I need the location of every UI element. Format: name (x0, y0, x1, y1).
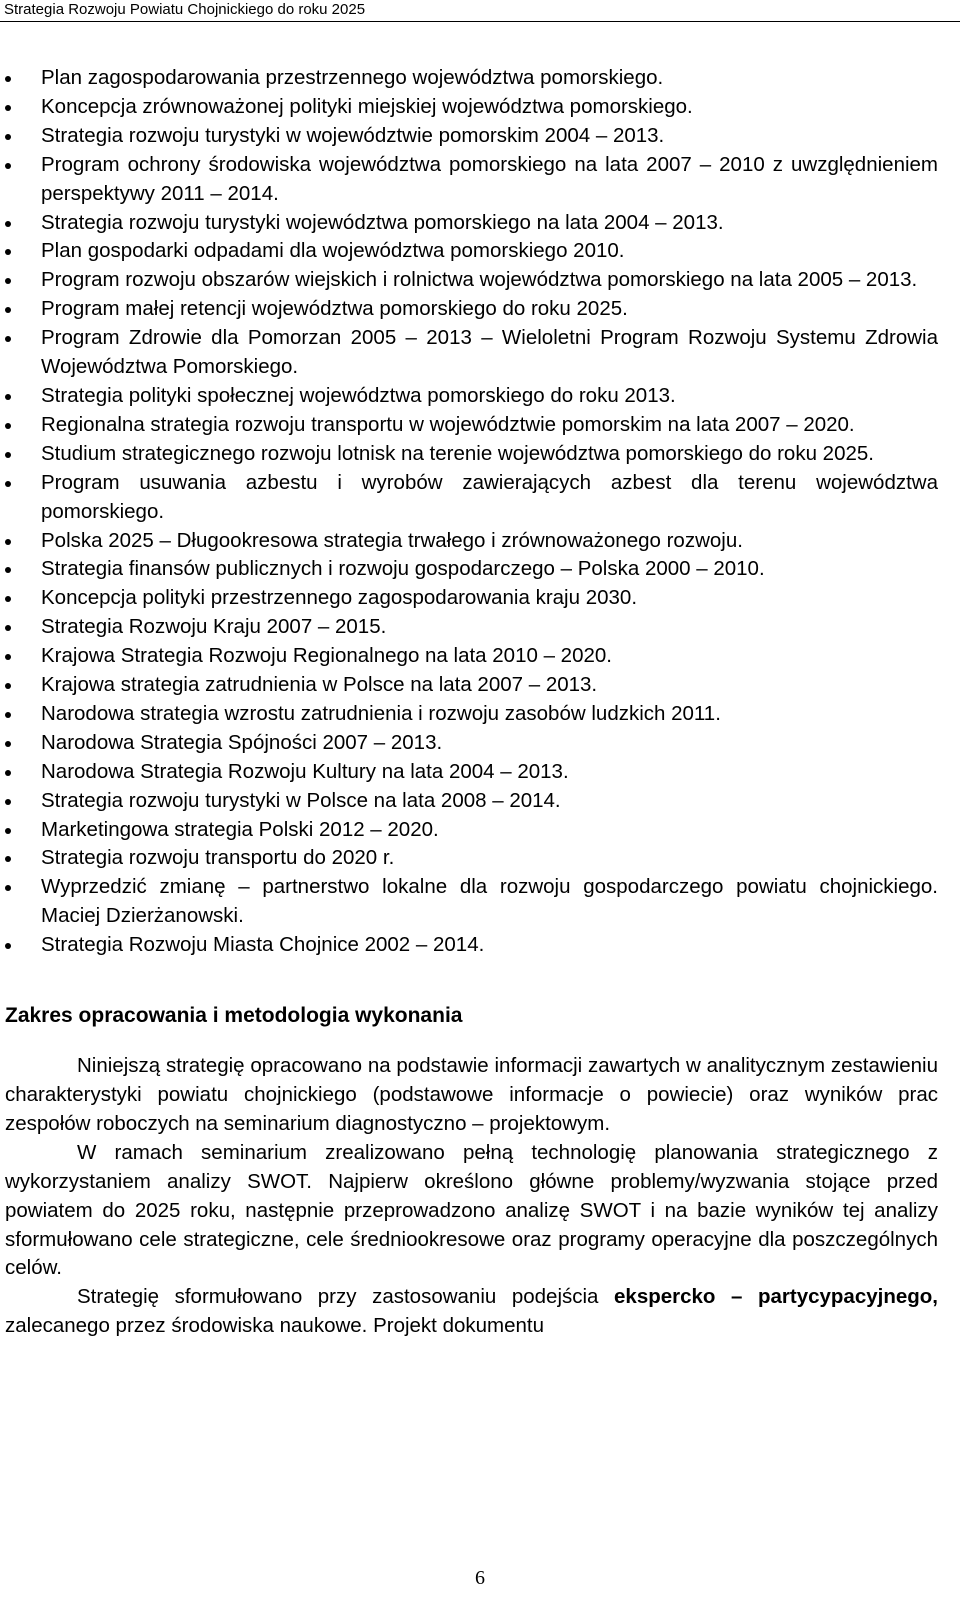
bullet-icon (5, 885, 11, 891)
list-item-text: Narodowa Strategia Rozwoju Kultury na lata 2004 – 2013. (41, 759, 569, 783)
list-item (5, 671, 938, 700)
list-item (5, 469, 938, 527)
section-heading: Zakres opracowania i metodologia wykonania (5, 1004, 463, 1028)
bullet-icon (5, 394, 11, 400)
list-item (5, 931, 938, 960)
bullet-icon (5, 539, 11, 545)
list-item-text: Program Zdrowie dla Pomorzan 2005 – 2013 – Wieloletni Program Rozwoju Systemu Zdrowia Województwa Pomorskiego. (41, 326, 938, 379)
bullet-icon (5, 481, 11, 487)
paragraph-3 (5, 1283, 938, 1341)
list-item-text: Strategia polityki społecznej województwa pomorskiego do roku 2013. (41, 383, 676, 407)
list-item (5, 122, 938, 151)
bullet-icon (5, 770, 11, 776)
list-item (5, 613, 938, 642)
list-item (5, 64, 938, 93)
bullet-icon (5, 221, 11, 227)
list-item-text: Strategia Rozwoju Miasta Chojnice 2002 – 2014. (41, 933, 485, 957)
header-rule (0, 21, 960, 22)
bullet-icon (5, 712, 11, 718)
list-item (5, 151, 938, 209)
paragraph-2: W ramach seminarium zrealizowano pełną technologię planowania strategicznego z wykorzystaniem analizy SWOT. Najpierw określono główne problemy/wyzwania stojące przed powiatem do 2025 roku, następnie przeprowadzono analizę SWOT i na bazie wyników tej analizy sformułowano cele strategiczne, cele średniookresowe oraz programy operacyjne dla poszczególnych celów. (5, 1140, 938, 1280)
list-item-text: Strategia finansów publicznych i rozwoju gospodarczego – Polska 2000 – 2010. (41, 557, 765, 581)
bullet-icon (5, 452, 11, 458)
list-item-text: Strategia rozwoju turystyki w województwie pomorskim 2004 – 2013. (41, 123, 665, 147)
list-item-text: Narodowa Strategia Spójności 2007 – 2013. (41, 730, 443, 754)
list-item-text: Koncepcja zrównoważonej polityki miejskiej województwa pomorskiego. (41, 94, 693, 118)
list-item (5, 209, 938, 238)
paragraph-3-start: Strategię sformułowano przy zastosowaniu podejścia (77, 1285, 615, 1309)
source-documents-list (5, 64, 938, 960)
paragraph-1: Niniejszą strategię opracowano na podstawie informacji zawartych w analitycznym zestawieniu charakterystyki powiatu chojnickiego (podstawowe informacje o powiecie) oraz wyników prac zespołów roboczych na seminarium diagnostyczno – projektowym. (5, 1054, 938, 1135)
list-item (5, 844, 938, 873)
bullet-icon (5, 799, 11, 805)
list-item-text: Strategia rozwoju turystyki w Polsce na lata 2008 – 2014. (41, 788, 561, 812)
list-item (5, 440, 938, 469)
running-header (0, 0, 960, 23)
list-item (5, 411, 938, 440)
list-item-text: Strategia rozwoju transportu do 2020 r. (41, 846, 395, 870)
bullet-icon (5, 134, 11, 140)
list-item (5, 758, 938, 787)
list-item-text: Koncepcja polityki przestrzennego zagospodarowania kraju 2030. (41, 586, 638, 610)
running-header-title: Strategia Rozwoju Powiatu Chojnickiego do roku 2025 (4, 1, 366, 18)
list-item (5, 816, 938, 845)
list-item (5, 93, 938, 122)
bullet-icon (5, 163, 11, 169)
list-item (5, 584, 938, 613)
bullet-icon (5, 741, 11, 747)
list-item-text: Program rozwoju obszarów wiejskich i rolnictwa województwa pomorskiego na lata 2005 – 2013. (41, 268, 918, 292)
paragraph-3-bold: ekspercko – partycypacyjnego, (614, 1285, 938, 1309)
page-body (5, 64, 938, 1341)
page-number: 6 (475, 1567, 485, 1589)
bullet-icon (5, 249, 11, 255)
list-item-text: Strategia rozwoju turystyki województwa pomorskiego na lata 2004 – 2013. (41, 210, 724, 234)
list-item-text: Strategia Rozwoju Kraju 2007 – 2015. (41, 615, 387, 639)
bullet-icon (5, 654, 11, 660)
paragraph-3-end: zalecanego przez środowiska naukowe. Projekt dokumentu (5, 1314, 544, 1338)
bullet-icon (5, 625, 11, 631)
list-item-text: Program małej retencji województwa pomorskiego do roku 2025. (41, 297, 628, 321)
list-item (5, 237, 938, 266)
list-item (5, 873, 938, 931)
list-item (5, 787, 938, 816)
list-item (5, 295, 938, 324)
list-item-text: Narodowa strategia wzrostu zatrudnienia i rozwoju zasobów ludzkich 2011. (41, 701, 721, 725)
list-item-text: Plan gospodarki odpadami dla województwa pomorskiego 2010. (41, 239, 625, 263)
list-item-text: Krajowa Strategia Rozwoju Regionalnego na lata 2010 – 2020. (41, 644, 612, 668)
bullet-icon (5, 336, 11, 342)
list-item-text: Regionalna strategia rozwoju transportu w województwie pomorskim na lata 2007 – 2020. (41, 412, 855, 436)
list-item-text: Wyprzedzić zmianę – partnerstwo lokalne dla rozwoju gospodarczego powiatu chojnickiego. Maciej Dzierżanowski. (41, 875, 938, 928)
bullet-icon (5, 76, 11, 82)
bullet-icon (5, 567, 11, 573)
bullet-icon (5, 278, 11, 284)
list-item-text: Studium strategicznego rozwoju lotnisk na terenie województwa pomorskiego do roku 2025. (41, 441, 874, 465)
bullet-icon (5, 943, 11, 949)
list-item (5, 266, 938, 295)
list-item-text: Program usuwania azbestu i wyrobów zawierających azbest dla terenu województwa pomorskiego. (41, 470, 938, 523)
bullet-icon (5, 856, 11, 862)
list-item-text: Marketingowa strategia Polski 2012 – 2020. (41, 817, 439, 841)
bullet-icon (5, 828, 11, 834)
list-item (5, 382, 938, 411)
bullet-icon (5, 596, 11, 602)
list-item (5, 642, 938, 671)
bullet-icon (5, 423, 11, 429)
list-item (5, 527, 938, 556)
list-item-text: Program ochrony środowiska województwa pomorskiego na lata 2007 – 2010 z uwzględnieniem perspektywy 2011 – 2014. (41, 152, 938, 205)
list-item-text: Polska 2025 – Długookresowa strategia trwałego i zrównoważonego rozwoju. (41, 528, 743, 552)
list-item (5, 700, 938, 729)
list-item-text: Krajowa strategia zatrudnienia w Polsce na lata 2007 – 2013. (41, 673, 598, 697)
bullet-icon (5, 683, 11, 689)
list-item (5, 555, 938, 584)
list-item-text: Plan zagospodarowania przestrzennego województwa pomorskiego. (41, 66, 664, 89)
bullet-icon (5, 105, 11, 111)
list-item (5, 324, 938, 382)
bullet-icon (5, 307, 11, 313)
list-item (5, 729, 938, 758)
